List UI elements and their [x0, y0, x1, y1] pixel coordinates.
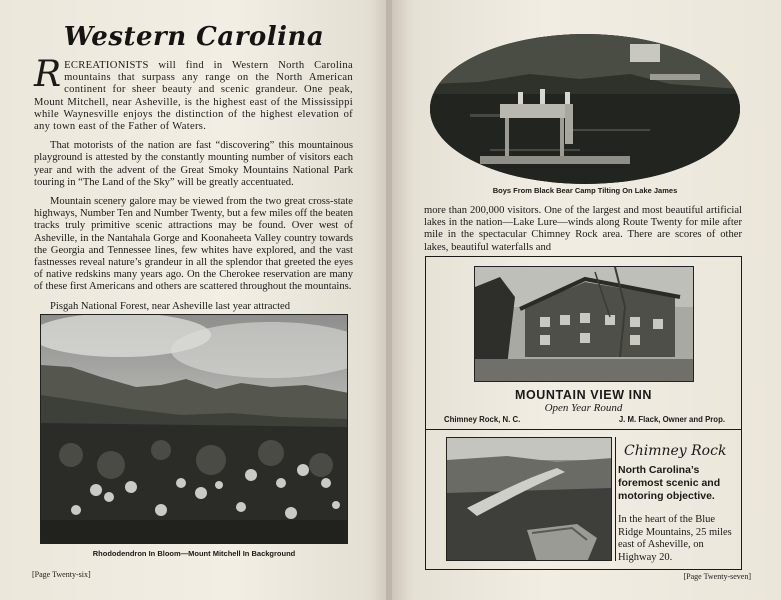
article-body-top	[34, 54, 353, 320]
inn-owner: J. M. Flack, Owner and Prop.	[618, 415, 725, 424]
paragraph-2: That motorists of the nation are fast “discovering” this mountainous playground is attested by the constantly mounting number of visitors each year and with the advent of the Great Smoky Mountains National Park touring in “The Land of the Sky” will be greatly accentuated.	[34, 140, 353, 188]
article-body-continued: more than 200,000 visitors. One of the largest and most beautiful artificial lakes in the nation—Lake Lure—winds along Route Twenty for mile after mile in the spectacular Chimney Rock area. There are scores of other lakes, beautiful waterfalls and	[424, 205, 742, 253]
inn-photo	[474, 266, 694, 382]
paragraph-1: RECREATIONISTS will find in Western North Carolina mountains that surpass any range on the North American continent for sheer beauty and scenic grandeur. One peak, Mount Mitchell, near Asheville, is the highest east of the Mississippi while Waynesville enjoys the distinction of the highest elevation of any town east of the Father of Waters.	[34, 54, 353, 133]
chimney-rock-directions: In the heart of the Blue Ridge Mountains, 25 miles east of Asheville, on Highway 20.	[618, 514, 732, 563]
lake-james-photo	[430, 34, 740, 184]
inn-name: MOUNTAIN VIEW INN	[514, 388, 653, 402]
page-number-right: [Page Twenty-seven]	[683, 572, 751, 581]
advertisement-box	[425, 256, 742, 570]
photo-caption-oval: Boys From Black Bear Camp Tilting On Lake James	[492, 186, 678, 195]
gutter	[386, 0, 392, 600]
paragraph-4: Pisgah National Forest, near Asheville last year attracted	[50, 300, 291, 312]
ad-divider	[426, 429, 741, 430]
chimney-rock-photo	[446, 437, 612, 561]
rock-divider	[615, 437, 616, 561]
rhododendron-photo	[40, 314, 348, 544]
page-title: Western Carolina	[63, 22, 325, 52]
chimney-rock-tagline: North Carolina’s foremost scenic and motoring objective.	[618, 464, 721, 502]
inn-location: Chimney Rock, N. C.	[444, 415, 521, 424]
inn-subtitle: Open Year Round	[544, 402, 623, 414]
paragraph-3: Mountain scenery galore may be viewed from the two great cross-state highways, Number Ten and Number Twenty, but a few miles off the beaten tracks truly primitive scenic attractions may be found. Over west of Asheville, in the Nantahala Gorge and Koonaheeta Valley country towards the Georgia and Tennessee lines, few whites have explored, and the vast fastnesses reveal nature’s grandeur in all the splendor that greeted the eyes of native redskins many years ago. On the Cherokee reservation are many of these first Americans and others are scattered throughout the mountains.	[34, 196, 353, 293]
chimney-rock-title: Chimney Rock	[624, 443, 727, 459]
page-number-left: [Page Twenty-six]	[32, 570, 91, 579]
drop-cap: R	[34, 54, 62, 95]
photo-caption-left: Rhododendron In Bloom—Mount Mitchell In Background	[92, 549, 296, 558]
